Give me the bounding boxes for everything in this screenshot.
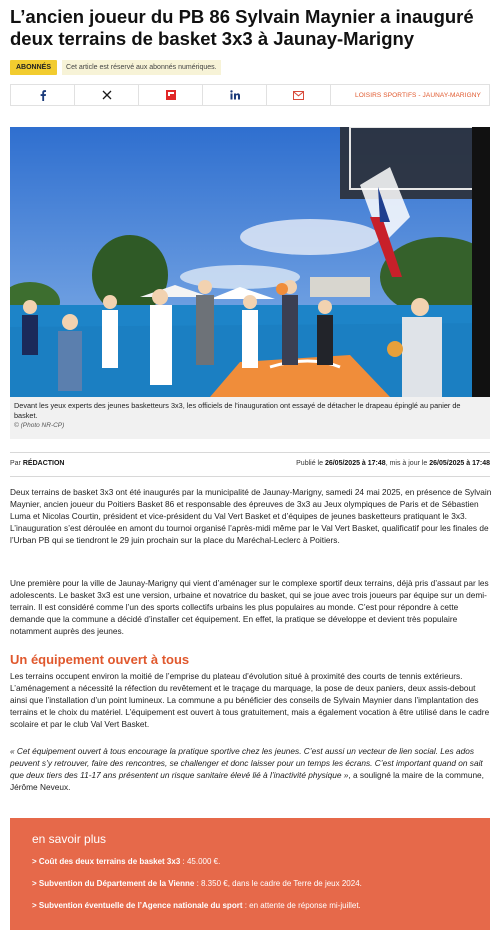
- updated-prefix: , mis à jour le: [385, 460, 428, 467]
- basketball-court-photo: [10, 127, 490, 397]
- subscriber-badge: ABONNÉS: [10, 60, 57, 75]
- info-box-title: en savoir plus: [32, 832, 107, 846]
- info-item-value: : 45.000 €.: [180, 857, 221, 866]
- info-item: [32, 878, 468, 890]
- linkedin-icon: [230, 90, 240, 100]
- article-paragraph: Les terrains occupent environ la moitié de l’emprise du plateau d’évolution situé à proximité des courts de tennis extérieurs. L’aménagement a nécessité la réfection du revêtement et le traçage du marquage, la pose de deux paniers, deux assis-debout ainsi que l’installation d’un point lumineux. La commune a pu bénéficier des conseils de Sylvain Maynier dans l’implantation des terrains et le choix du matériel. L’équipement est ouvert à tous gratuitement, mais a également vocation à être utilisé dans le cadre scolaire et par le club Val Vert Basket.: [10, 671, 490, 729]
- article-quote: « Cet équipement ouvert à tous encourage la pratique sportive chez les jeunes. C’est aussi un vecteur de lien social. Les ados peuvent s’y retrouver, faire des rencontres, se challenger et donc laisser pour un temps les écrans. C’est important quand on sait que deux tiers des 11-17 ans présentent un risque sanitaire élevé lié à l’inactivité physique »: [10, 746, 483, 780]
- info-item-label: > Subvention éventuelle de l’Agence nationale du sport: [32, 901, 243, 910]
- share-x-button[interactable]: [75, 85, 139, 105]
- publication-dates: [296, 460, 490, 467]
- article-photo: [10, 127, 490, 397]
- email-icon: [293, 91, 304, 100]
- info-item-label: > Subvention du Département de la Vienne: [32, 879, 195, 888]
- share-facebook-button[interactable]: [11, 85, 75, 105]
- info-item: [32, 900, 468, 912]
- article-quote-paragraph: [10, 745, 492, 793]
- divider: [10, 476, 490, 477]
- divider: [10, 452, 490, 453]
- flipboard-icon: [166, 90, 176, 100]
- article-paragraph: Deux terrains de basket 3x3 ont été inaugurés par la municipalité de Jaunay-Marigny, samedi 24 mai 2025, en présence de Sylvain Maynier, ancien joueur du Poitiers Basket 86 et responsable des épreuves de 3x3 au Jeux olympiques de Paris et de Sébastien Luma et Nicolas Courtin, président et vice-président du Val Vert Basket et d’équipes de jeunes basketteurs pratiquant le 3x3. L’inauguration s’est déroulée en amont du tournoi organisé l’après-midi même par le Val Vert Basket, qualificatif pour les finales de l’Urban PB qui se tiendront le 29 juin prochain sur la place du Maréchal-Leclerc à Poitiers.: [10, 487, 492, 545]
- subscriber-note: Cet article est réservé aux abonnés numériques.: [62, 60, 221, 75]
- article-category-link[interactable]: LOISIRS SPORTIFS - JAUNAY-MARIGNY: [355, 91, 481, 99]
- section-heading: Un équipement ouvert à tous: [10, 652, 190, 667]
- article-paragraph: Une première pour la ville de Jaunay-Marigny qui vient d’aménager sur le complexe sportif deux terrains, déjà pris d’assaut par les adolescents. Le basket 3x3 est une version, urbaine et novatrice du basket, qui se joue avec trois joueurs par équipe sur un demi-terrain. Il est considéré comme l’un des sports collectifs urbains les plus populaires au monde. C’est pour répondre à cette demande que la commune a décidé d’installer cet équipement. En effet, la pratique se développe et devient très populaire notamment auprès des jeunes.: [10, 578, 489, 636]
- x-icon: [102, 90, 112, 100]
- share-email-button[interactable]: [267, 85, 331, 105]
- info-box: [10, 818, 490, 930]
- published-prefix: Publié le: [296, 460, 323, 467]
- published-date: 26/05/2025 à 17:48: [324, 460, 386, 467]
- photo-caption: [10, 397, 490, 439]
- facebook-icon: [39, 90, 47, 101]
- share-flipboard-button[interactable]: [139, 85, 203, 105]
- article-title: L’ancien joueur du PB 86 Sylvain Maynier a inauguré deux terrains de basket 3x3 à Jaunay-Marigny: [10, 6, 474, 49]
- updated-date: 26/05/2025 à 17:48: [429, 460, 490, 467]
- author-prefix: Par: [10, 460, 21, 467]
- photo-credit: © (Photo NR-CP): [14, 422, 65, 429]
- photo-caption-text: Devant les yeux experts des jeunes basketteurs 3x3, les officiels de l’inauguration ont essayé de détacher le drapeau épinglé au panier de basket.: [14, 401, 461, 420]
- author-name: RÉDACTION: [22, 460, 65, 467]
- share-bar: [10, 84, 490, 106]
- info-item-value: : 8.350 €, dans le cadre de Terre de jeux 2024.: [194, 879, 362, 888]
- subscriber-row: [10, 59, 221, 75]
- quote-attribution: , a souligné la maire de la commune, Jérôme Neveux.: [10, 770, 484, 792]
- share-linkedin-button[interactable]: [203, 85, 267, 105]
- info-item-value: : en attente de réponse mi-juillet.: [242, 901, 361, 910]
- info-item: [32, 856, 468, 868]
- info-item-label: > Coût des deux terrains de basket 3x3: [32, 857, 181, 866]
- article-meta: [10, 460, 490, 472]
